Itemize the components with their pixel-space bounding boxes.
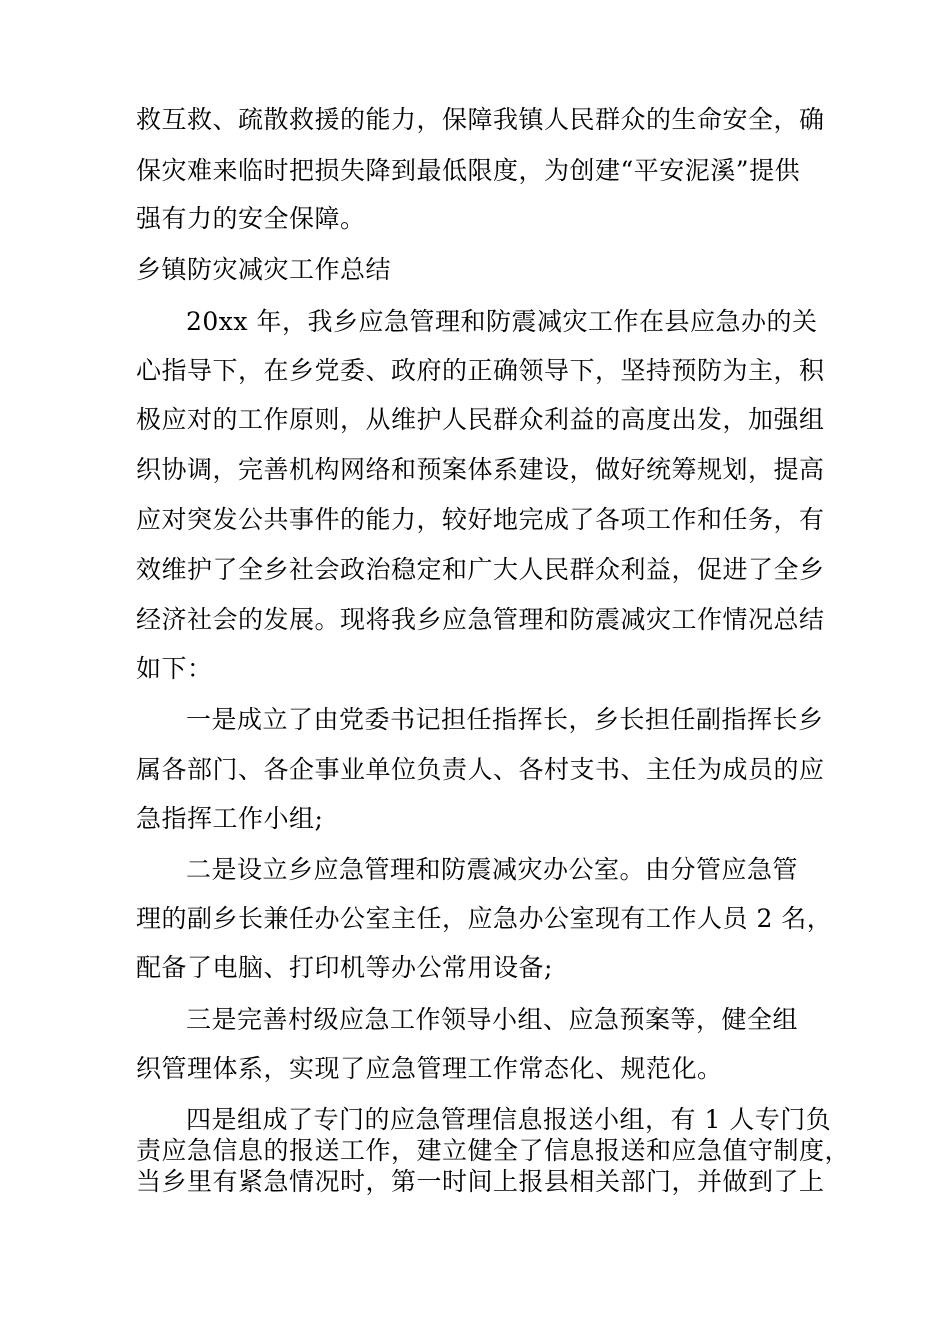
text-line: 织协调，完善机构网络和预案体系建设，做好统筹规划，提高 [136,455,825,484]
text-line: 极应对的工作原则，从维护人民群众利益的高度出发，加强组 [136,405,825,434]
section-title: 乡镇防灾减灾工作总结 [136,255,392,284]
text-line: 当乡里有紧急情况时，第一时间上报县相关部门，并做到了上 [136,1167,825,1196]
text-line: 救互救、疏散救援的能力，保障我镇人民群众的生命安全，确 [136,105,825,134]
text-line: 急指挥工作小组; [136,804,324,833]
text-line: 二是设立乡应急管理和防震减灾办公室。由分管应急管 [186,855,799,884]
text-line: 20xx 年，我乡应急管理和防震减灾工作在县应急办的关 [186,307,818,336]
text-line: 理的副乡长兼任办公室主任，应急办公室现有工作人员 2 名， [136,904,833,933]
text-line: 效维护了全乡社会政治稳定和广大人民群众利益，促进了全乡 [136,555,825,584]
text-line: 如下： [136,654,213,683]
text-line: 经济社会的发展。现将我乡应急管理和防震减灾工作情况总结 [136,605,825,634]
text-line: 三是完善村级应急工作领导小组、应急预案等，健全组 [186,1005,799,1034]
text-line: 心指导下，在乡党委、政府的正确领导下，坚持预防为主，积 [136,356,825,385]
text-line: 一是成立了由党委书记担任指挥长，乡长担任副指挥长乡 [186,705,824,734]
text-line: 强有力的安全保障。 [136,204,366,233]
text-line: 配备了电脑、打印机等办公常用设备; [136,953,553,982]
text-line: 应对突发公共事件的能力，较好地完成了各项工作和任务，有 [136,505,825,534]
text-line: 属各部门、各企事业单位负责人、各村支书、主任为成员的应 [136,755,825,784]
text-line: 四是组成了专门的应急管理信息报送小组，有 1 人专门负 [186,1105,832,1134]
text-line: 责应急信息的报送工作，建立健全了信息报送和应急值守制度， [136,1136,851,1165]
text-line: 保灾难来临时把损失降到最低限度，为创建“平安泥溪”提供 [136,156,801,185]
text-line: 织管理体系，实现了应急管理工作常态化、规范化。 [136,1054,723,1083]
